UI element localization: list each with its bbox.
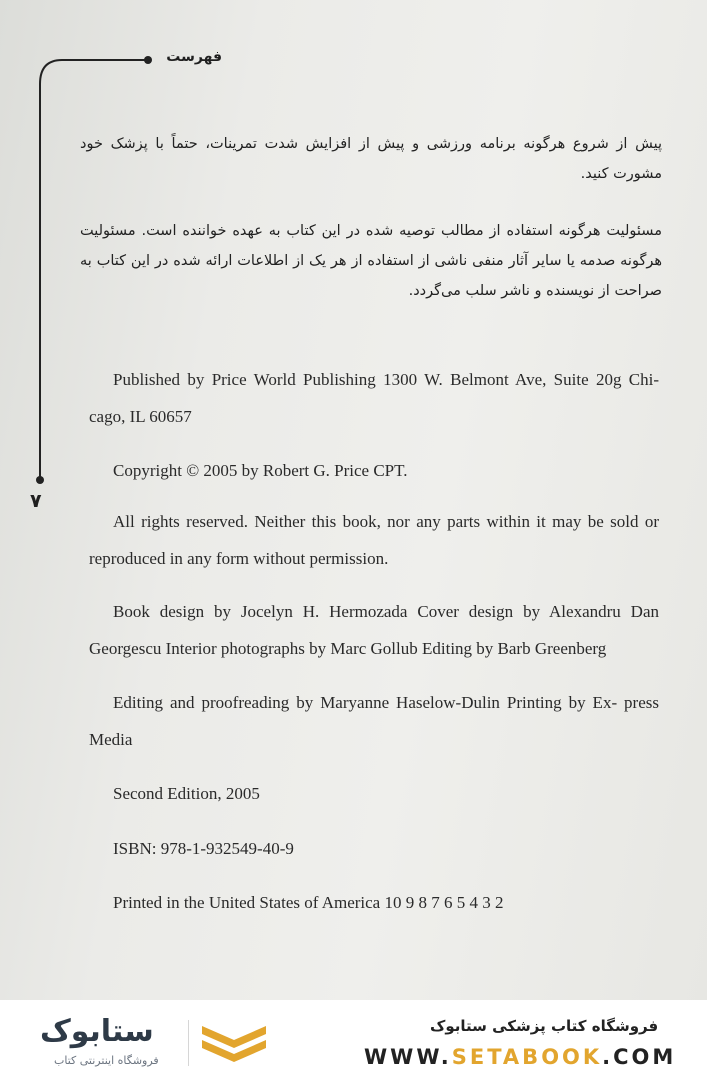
- brand-logo-subtitle: فروشگاه اینترنتی کتاب: [54, 1054, 159, 1067]
- book-stack-icon: [198, 1018, 270, 1064]
- toc-label[interactable]: فهرست: [166, 49, 222, 65]
- medical-notice: پیش از شروع هرگونه برنامه ورزشی و پیش از افزایش شدت تمرینات، حتماً با پزشک خود مشورت کنید.: [80, 136, 662, 182]
- shop-url-link[interactable]: [364, 1045, 676, 1069]
- url-brand: SETABOOK: [451, 1045, 603, 1069]
- url-prefix: WWW.: [364, 1045, 452, 1069]
- copyright-line: Copyright © 2005 by Robert G. Price CPT.: [113, 461, 408, 480]
- page-number: ۷: [30, 490, 42, 512]
- shop-name: فروشگاه کتاب پزشکی ستابوک: [430, 1017, 659, 1035]
- editing-credits: Editing and proofreading by Maryanne Haselow-Dulin Printing by Ex- press Media: [89, 693, 659, 749]
- url-suffix: .COM: [602, 1045, 677, 1069]
- liability-notice: مسئولیت هرگونه استفاده از مطالب توصیه شده در این کتاب به عهده خواننده است. مسئولیت هرگونه صدمه یا سایر آثار منفی ناشی از استفاده از هر یک از اطلاعات ارائه شده در این کتاب به صراحت از نویسنده و ناشر سلب می‌گردد.: [80, 223, 662, 299]
- rights-statement: All rights reserved. Neither this book, nor any parts within it may be sold or reproduced in any form without permission.: [89, 512, 659, 568]
- brand-logo-text[interactable]: ستابوک: [40, 1014, 154, 1049]
- publisher-info: Published by Price World Publishing 1300 W. Belmont Ave, Suite 20g Chi- cago, IL 60657: [89, 370, 659, 426]
- printed-line: Printed in the United States of America 10 9 8 7 6 5 4 3 2: [113, 893, 504, 912]
- edition-line: Second Edition, 2005: [113, 784, 260, 803]
- isbn-line: ISBN: 978-1-932549-40-9: [113, 839, 294, 858]
- design-credits: Book design by Jocelyn H. Hermozada Cover design by Alexandru Dan Georgescu Interior photographs by Marc Gollub Editing by Barb Greenberg: [89, 602, 659, 658]
- footer-divider: [188, 1020, 189, 1066]
